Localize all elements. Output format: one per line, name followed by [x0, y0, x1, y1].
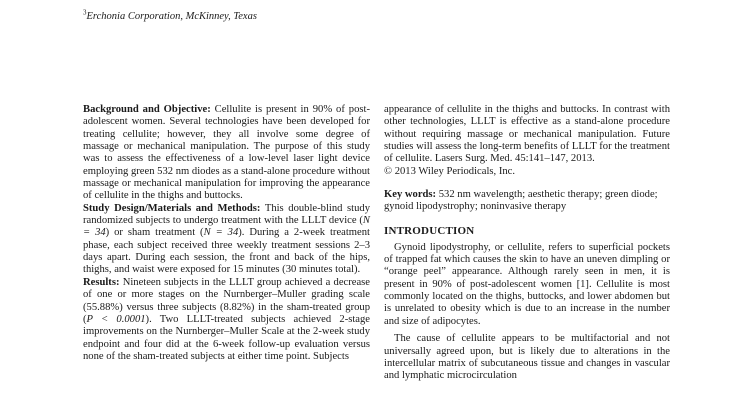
background-label: Background and Objective: [83, 104, 211, 115]
results-label: Results: [83, 276, 120, 288]
spacer [384, 214, 670, 225]
copyright-line: © 2013 Wiley Periodicals, Inc. [384, 165, 515, 177]
keywords [384, 189, 670, 214]
methods-text-b: ) or sham treatment ( [105, 227, 204, 239]
methods-label: Study Design/Materials and Methods: [83, 202, 261, 214]
keywords-text: 532 nm wavelength; aesthetic therapy; green diode; gynoid lipodystrophy; noninvasive therapy [384, 189, 658, 213]
spacer [384, 178, 670, 189]
intro-paragraph-1: Gynoid lipodystrophy, or cellulite, refers to superficial pockets of trapped fat which causes the skin to have an uneven dimpling or “orange peel” appearance. Although rarely seen in men, it is present in 90% of post-adolescent women [1]. Cellulite is most commonly located on the thighs, buttocks, and lower abdomen but is unrelated to obesity which is due to an increase in the number and size of adipocytes. [384, 241, 670, 327]
affiliation-marker: 3 [83, 8, 87, 16]
background-text: Cellulite is present in 90% of post-adolescent women. Several technologies have been developed for treating cellulite; however, they all involve some degree of massage or mechanical manipulation. The purpose of this study was to assess the effectiveness of a low-level laser light device employing green 532 nm diodes as a stand-alone procedure without massage or mechanical manipulation for improving the appearance of cellulite in the thighs and buttocks. [83, 104, 370, 202]
methods-text-a: This double-blind study randomized subjects to undergo treatment with the LLLT device ( [83, 202, 370, 227]
methods-n1: N = 34 [83, 215, 370, 239]
keywords-label: Key words: [384, 189, 437, 201]
results-p-value: P < 0.0001 [86, 313, 146, 325]
affiliation-line [83, 6, 257, 23]
abstract-background [83, 104, 370, 203]
methods-text-c: ). During a 2-week treatment phase, each subject received three weekly treatment sessions 2–3 days apart. During each session, the front and back of the hips, thighs, and waist were exposed for 15 minutes (30 minutes total). [83, 227, 370, 276]
intro-paragraph-2: The cause of cellulite appears to be multifactorial and not universally agreed upon, but is likely due to alterations in the intercellular matrix of subcutaneous tissue and changes in vascular and lymphatic microcirculation [384, 333, 670, 382]
abstract-continued: appearance of cellulite in the thighs and buttocks. In contrast with other technologies, LLLT is effective as a stand-alone procedure without requiring massage or mechanical manipulation. Future studies will assess the long-term benefits of LLLT for the treatment of cellulite. Lasers Surg. Med. 45:141–147, 2013. [384, 104, 670, 165]
results-text-a: Nineteen subjects in the LLLT group achieved a decrease of one or more stages on the Nurnberger–Muller grading scale (55.88%) versus three subjects (8.82%) in the sham-treated group ( [83, 276, 370, 325]
abstract-methods [83, 203, 370, 277]
introduction-heading: INTRODUCTION [384, 224, 475, 237]
left-column [83, 104, 370, 363]
right-column [384, 104, 670, 383]
affiliation-text: $^3$Erchonia Corporation, McKinney, Texas [83, 8, 257, 22]
methods-n2: N = 34 [203, 227, 239, 239]
abstract-results [83, 277, 370, 363]
results-text-b: ). Two LLLT-treated subjects achieved 2-stage improvements on the Nurnberger–Muller Scale at the 2-week study endpoint and four did at the 6-week follow-up evaluation versus none of the sham-treated subjects at either time point. Subjects [83, 313, 370, 362]
